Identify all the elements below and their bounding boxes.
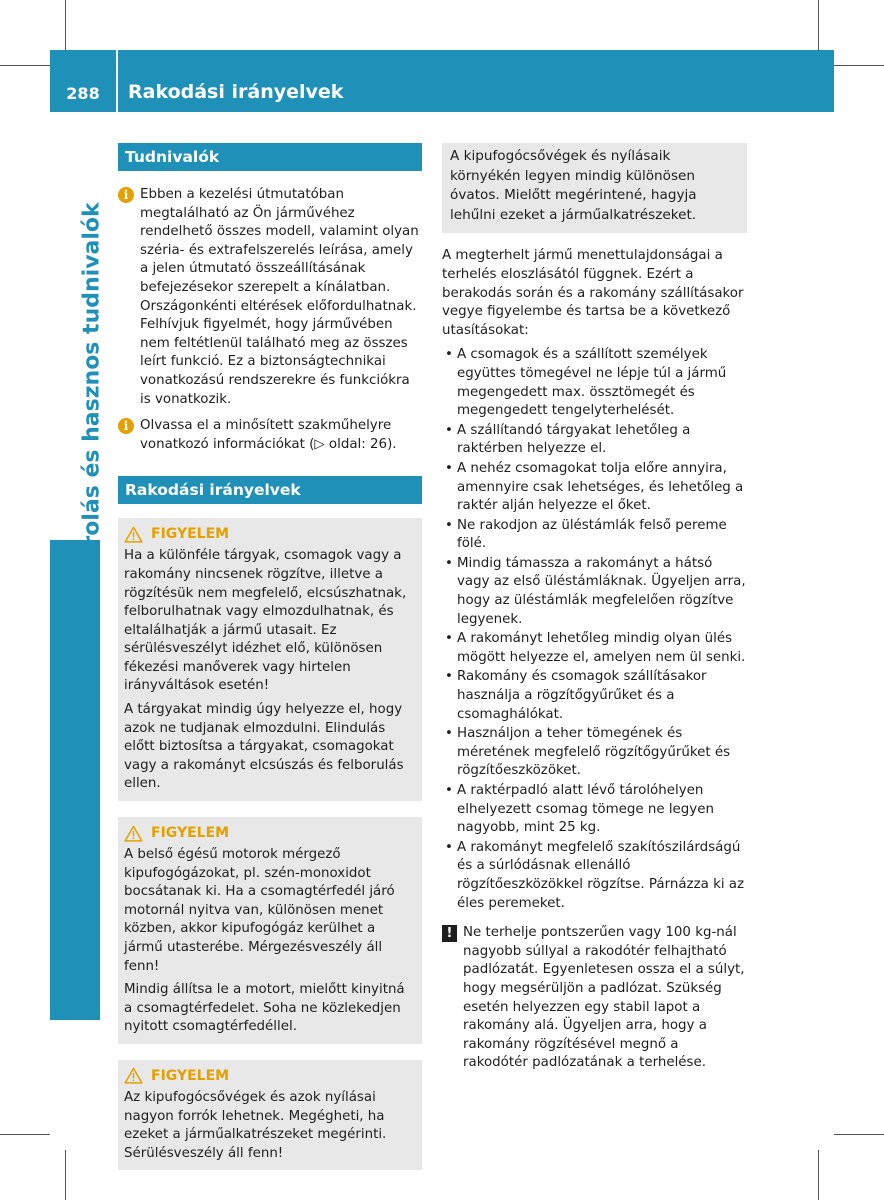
info-note [118, 186, 422, 409]
caution-continuation-box: A kipufogócsővégek és nyílásaik környékén legyen mindig különösen óvatos. Mielőtt megérintené, hagyja lehűlni ezeket a járműalkatrészeket. [442, 143, 747, 233]
list-item: • A nehéz csomagokat tolja előre annyira, amennyire csak lehetséges, és lehetőleg a raktér alján helyezze el őket. [442, 460, 747, 516]
warning-text: A belső égésű motorok mérgező kipufogógázokat, pl. szén-monoxidot bocsátanak ki. Ha a csomagtérfedél járó motornál nyitva van, különösen menet közben, akkor kipufogógáz kerülhet a jármű utasterébe. Mérgezésveszély áll fenn! [124, 847, 395, 974]
info-note-text: Olvassa el a minősített szakműhelyre vonatkozó információkat (▷ oldal: 26). [140, 418, 397, 452]
caution-note [442, 924, 747, 1073]
chapter-label: Tárolás és hasznos tudnivalók [79, 202, 105, 574]
chapter-tab [50, 540, 100, 1020]
warning-text: Ha a különféle tárgyak, csomagok vagy a rakomány nincsenek rögzítve, illetve a rögzítésük nem megfelelő, elcsúszhatnak, felborulhatnak vagy elmozdulhatnak, és eltalálhatják a jármű utasait. Ez sérülésveszélyt idézhet elő, különösen fékezési manőverek vagy hirtelen irányváltások esetén! [124, 548, 407, 694]
crop-mark [834, 1134, 884, 1135]
list-item: • A szállítandó tárgyakat lehetőleg a raktérben helyezze el. [442, 422, 747, 459]
info-icon: i [118, 187, 134, 203]
warning-text: Az kipufogócsővégek és azok nyílásai nagyon forrók lehetnek. Megégheti, ha ezeket a járműalkatrészeket megérinti. Sérülésveszély áll fenn! [124, 1089, 387, 1161]
warning-header [124, 1063, 416, 1089]
crop-mark [818, 0, 819, 50]
section-heading-tudnivalok: Tudnivalók [118, 143, 422, 171]
warning-title: FIGYELEM [151, 1067, 230, 1084]
warning-header [124, 521, 416, 547]
list-item: • Használjon a teher tömegének és méretének megfelelő rögzítőgyűrűket és rögzítőeszközöket. [442, 725, 747, 781]
exclamation-icon: ! [442, 925, 457, 942]
warning-triangle-icon [124, 526, 143, 543]
right-column [442, 143, 747, 1073]
warning-triangle-icon [124, 1067, 143, 1084]
warning-text: A tárgyakat mindig úgy helyezze el, hogy azok ne tudjanak elmozdulni. Elindulás előtt biztosítsa a tárgyakat, csomagokat vagy a rakományt elcsúszás és felborulás ellen. [124, 702, 404, 792]
section-heading-rakodasi: Rakodási irányelvek [118, 476, 422, 504]
crop-mark [834, 65, 884, 66]
list-item: • Ne rakodjon az üléstámlák felső pereme fölé. [442, 517, 747, 554]
list-item: • A csomagok és a szállított személyek együttes tömegével ne lépje túl a jármű megengedett max. össztömegét és megengedett tengelyterhelését. [442, 346, 747, 420]
warning-box [118, 1060, 422, 1170]
warning-triangle-icon [124, 825, 143, 842]
list-item: • A rakományt lehetőleg mindig olyan ülés mögött helyezze el, amelyen nem ül senki. [442, 630, 747, 667]
list-item: • Rakomány és csomagok szállításakor használja a rögzítőgyűrűket és a csomaghálókat. [442, 668, 747, 724]
warning-title: FIGYELEM [151, 824, 230, 841]
crop-mark [65, 1150, 66, 1200]
crop-mark [818, 1150, 819, 1200]
crop-mark [0, 1134, 50, 1135]
info-note-text: Ebben a kezelési útmutatóban megtalálható az Ön járművéhez rendelhető összes modell, valamint olyan széria- és extrafelszerelés leírása, amely a jelen útmutató összeállításának befejezésekor szerepelt a kínálatban. Országonkénti eltérések előfordulhatnak. Felhívjuk figyelmét, hogy járművében nem feltétlenül található meg az összes leírt funkció. Ez a biztonságtechnikai vonatkozású rendszerekre és funkciókra is vonatkozik. [140, 187, 419, 407]
crop-mark [65, 0, 66, 50]
warning-title: FIGYELEM [151, 526, 230, 543]
list-item: • A raktérpadló alatt lévő tárolóhelyen elhelyezett csomag tömege ne legyen nagyobb, mint 25 kg. [442, 782, 747, 838]
page-number: 288 [66, 84, 100, 103]
info-icon: i [118, 418, 134, 434]
header-divider [116, 50, 118, 112]
intro-paragraph: A megterhelt jármű menettulajdonságai a terhelés eloszlásától függnek. Ezért a berakodás során és a rakomány szállításakor vegye figyelembe és tartsa be a következő utasításokat: [442, 248, 744, 338]
list-item: • A rakományt megfelelő szakítószilárdságú és a súrlódásnak ellenálló rögzítőeszközökkel rögzítse. Párnázza ki az éles peremeket. [442, 839, 747, 913]
warning-box [118, 518, 422, 801]
page-title: Rakodási irányelvek [128, 81, 344, 103]
left-column [118, 143, 422, 1170]
list-item: • Mindig támassza a rakományt a hátsó vagy az első üléstámláknak. Ügyeljen arra, hogy az üléstámlák megfelelően rögzítve legyenek. [442, 555, 747, 629]
info-note [118, 417, 422, 454]
crop-mark [0, 65, 50, 66]
warning-header [124, 820, 416, 846]
warning-text: Mindig állítsa le a motort, mielőtt kinyitná a csomagtérfedelet. Soha ne közlekedjen nyitott csomagtérfedéllel. [124, 982, 405, 1035]
caution-note-text: Ne terhelje pontszerűen vagy 100 kg-nál nagyobb súllyal a rakodótér felhajtható padlózatát. Egyenletesen ossza el a súlyt, hogy megsérüljön a padlózat. Szükség esetén helyezzen egy stabil lapot a rakomány alá. Ügyeljen arra, hogy a rakomány rögzítésével megnő a rakodótér padlózatának a terhelése. [463, 925, 745, 1071]
instruction-list [442, 346, 747, 913]
warning-box [118, 817, 422, 1044]
